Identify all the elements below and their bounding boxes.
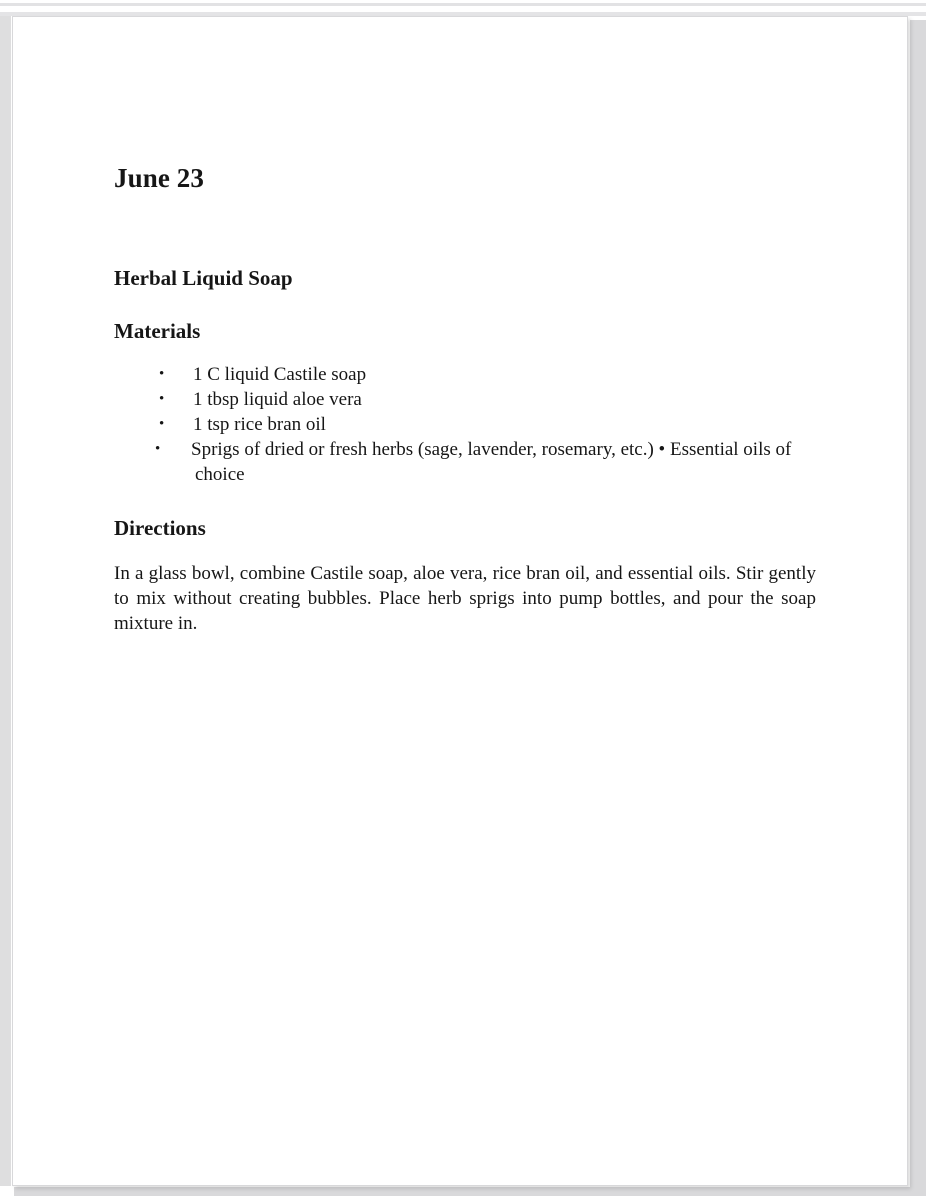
page-title: June 23	[114, 163, 204, 193]
list-item	[114, 362, 824, 387]
document-page	[12, 16, 908, 1186]
bullet-icon: •	[155, 441, 161, 457]
bullet-icon: •	[159, 366, 165, 382]
directions-body-text: In a glass bowl, combine Castile soap, aloe vera, rice bran oil, and essential oils. Stir gently to mix without creating bubbles. Place herb sprigs into pump bottles, and pour the soap mixture in.	[114, 563, 816, 634]
section-heading-materials: Materials	[114, 319, 201, 343]
bullet-icon: •	[159, 391, 165, 407]
list-item	[114, 412, 824, 437]
viewer-left-gutter	[0, 16, 11, 1186]
list-item	[114, 387, 824, 412]
materials-list	[114, 362, 824, 487]
document-content	[114, 162, 824, 634]
section-heading-directions: Directions	[114, 516, 206, 540]
viewer-right-gutter	[910, 20, 926, 1190]
list-item-text: Sprigs of dried or fresh herbs (sage, lavender, rosemary, etc.) • Essential oils of choice	[191, 439, 792, 485]
viewer-bottom-gutter	[14, 1187, 926, 1196]
list-item-text: 1 C liquid Castile soap	[193, 364, 367, 385]
viewer-top-rule-upper	[0, 3, 926, 6]
list-item-text: 1 tbsp liquid aloe vera	[193, 389, 362, 410]
list-item-text: 1 tsp rice bran oil	[193, 414, 326, 435]
list-item	[114, 437, 824, 487]
bullet-icon: •	[159, 416, 165, 432]
recipe-title: Herbal Liquid Soap	[114, 266, 293, 290]
